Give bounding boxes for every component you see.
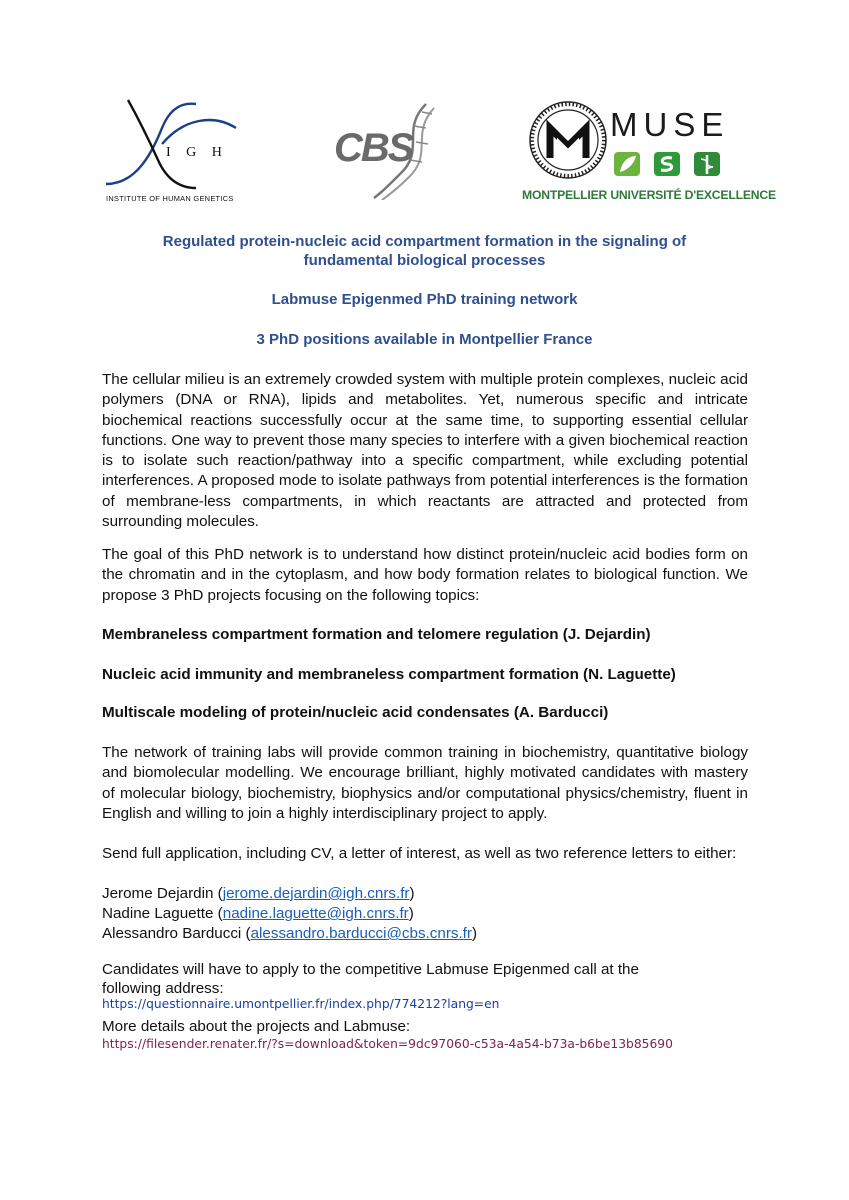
contact-laguette: [102, 904, 414, 924]
title-line-1: Regulated protein-nucleic acid compartment formation in the signaling of: [162, 233, 687, 250]
apply-line-2: following address:: [102, 980, 224, 997]
muse-discipline-icons: [614, 150, 726, 178]
contact-name: Alessandro Barducci (: [102, 925, 251, 942]
email-link-barducci[interactable]: alessandro.barducci@cbs.cnrs.fr: [250, 925, 472, 942]
network-heading: Labmuse Epigenmed PhD training network: [271, 291, 578, 308]
apply-line-1: Candidates will have to apply to the competitive Labmuse Epigenmed call at the: [102, 961, 639, 978]
university-seal-icon: [528, 100, 608, 180]
contact-close: ): [408, 905, 414, 922]
project-1: Membraneless compartment formation and telomere regulation (J. Dejardin): [102, 626, 651, 643]
contact-dejardin: [102, 884, 415, 904]
contact-barducci: [102, 924, 477, 944]
contact-close: ): [409, 885, 415, 902]
email-link-dejardin[interactable]: jerome.dejardin@igh.cnrs.fr: [222, 885, 410, 902]
intro-paragraph-1: The cellular milieu is an extremely crowded system with multiple protein complexes, nucleic acid polymers (DNA or RNA), lipids and metabolites. Yet, numerous specific and intricate biochemical reactions successfully occur at the same time, to supporting essential cellular functions. One way to prevent those many species to interfere with a given biochemical reaction is to isolate such reaction/pathway into a specific compartment, while excluding potential interferences. A proposed mode to isolate pathways from potential interferences is the formation of membrane-less compartments, in which reactants are attracted and protected from surrounding molecules.: [102, 371, 748, 531]
title-line-2: fundamental biological processes: [303, 252, 546, 269]
send-application-text: Send full application, including CV, a letter of interest, as well as two reference letters to either:: [102, 845, 737, 862]
igh-subtitle: INSTITUTE OF HUMAN GENETICS: [106, 194, 234, 203]
project-2: Nucleic acid immunity and membraneless compartment formation (N. Laguette): [102, 666, 676, 683]
questionnaire-link[interactable]: https://questionnaire.umontpellier.fr/index.php/774212?lang=en: [102, 997, 500, 1011]
more-details-text: More details about the projects and Labmuse:: [102, 1018, 411, 1035]
positions-heading: 3 PhD positions available in Montpellier France: [256, 331, 593, 348]
muse-logo: [522, 96, 776, 208]
muse-title: MUSE: [610, 106, 730, 143]
project-3: Multiscale modeling of protein/nucleic acid condensates (A. Barducci): [102, 704, 609, 721]
contact-close: ): [471, 925, 478, 942]
cbs-wordmark: CBS: [334, 126, 413, 170]
cbs-logo: [330, 100, 442, 200]
contact-name: Jerome Dejardin (: [102, 885, 223, 902]
igh-letters: I G H: [166, 145, 228, 160]
email-link-laguette[interactable]: nadine.laguette@igh.cnrs.fr: [222, 905, 409, 922]
muse-tagline: MONTPELLIER UNIVERSITÉ D'EXCELLENCE: [522, 188, 776, 202]
igh-logo: [104, 98, 244, 202]
intro-paragraph-2: The goal of this PhD network is to understand how distinct protein/nucleic acid bodies form on the chromatin and in the cytoplasm, and how body formation relates to biological function. We propose 3 PhD projects focusing on the following topics:: [102, 546, 748, 604]
filesender-link[interactable]: https://filesender.renater.fr/?s=download&token=9dc97060-c53a-4a54-b73a-b6be13b85690: [102, 1037, 673, 1051]
training-paragraph: The network of training labs will provide common training in biochemistry, quantitative biology and biomolecular modelling. We encourage brilliant, highly motivated candidates with mastery of molecular biology, biochemistry, biophysics and/or computational physics/chemistry, fluent in English and willing to join a highly interdisciplinary project to apply.: [102, 744, 748, 822]
contact-name: Nadine Laguette (: [102, 905, 223, 922]
logo-bar: [0, 90, 849, 210]
